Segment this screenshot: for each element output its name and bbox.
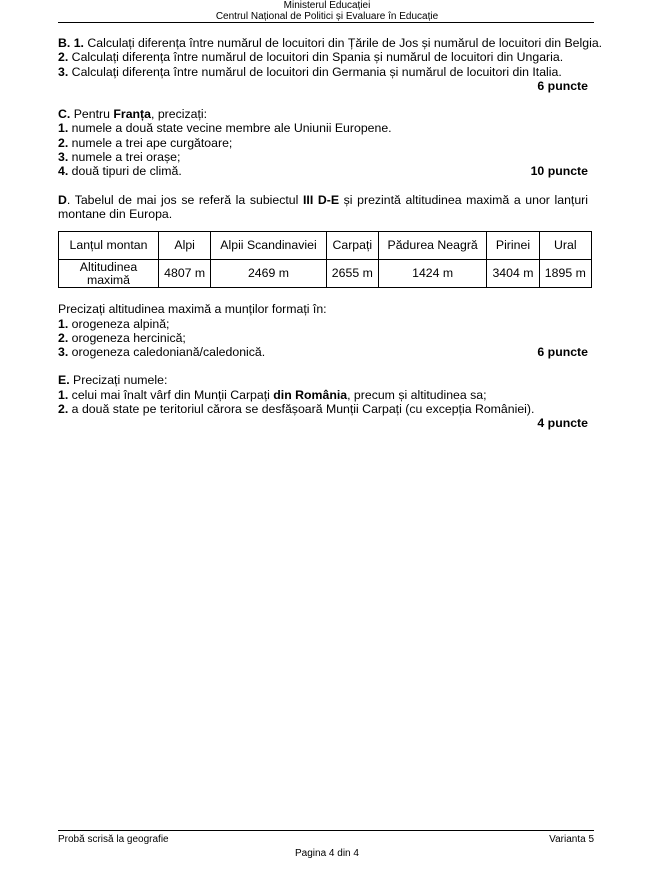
table-cell-value: 3404 m: [487, 260, 539, 288]
table-row-label: Altitudinea maximă: [59, 260, 159, 288]
section-d-item-3: 3. orogeneza caledoniană/caledonică. 6 puncte: [58, 345, 588, 360]
section-b-item-2: 2. Calculați diferența între numărul de locuitori din Spania și numărul de locuitori din Ungaria.: [58, 50, 564, 65]
section-d-item-2: 2. orogeneza hercinică;: [58, 330, 186, 345]
section-d-question: Precizați altitudinea maximă a munților formați în:: [58, 302, 327, 317]
table-cell-name: Pirinei: [487, 232, 539, 260]
table-row-values: [59, 260, 592, 288]
header-center: Centrul Național de Politici și Evaluare în Educație: [215, 11, 439, 22]
section-b-points: 6 puncte: [537, 78, 588, 93]
table-row-label: Lanțul montan: [59, 232, 159, 260]
section-e-item-1: 1. celui mai înalt vârf din Munții Carpați din România, precum și altitudinea sa;: [58, 387, 487, 402]
table-cell-name: Pădurea Neagră: [378, 232, 486, 260]
section-e-intro: E. Precizați numele:: [58, 373, 168, 388]
section-c-item-1: 1. numele a două state vecine membre ale Uniunii Europene.: [58, 121, 392, 136]
section-e-item-2: 2. a două state pe teritoriul cărora se desfășoară Munții Carpați (cu excepția României).: [58, 402, 535, 417]
section-b-item-1: B. 1. Calculați diferența între numărul de locuitori din Țările de Jos și numărul de locuitori din Belgia.: [58, 36, 603, 50]
header-rule: [58, 22, 594, 23]
table-row-names: [59, 232, 592, 260]
section-d: [58, 193, 588, 360]
table-cell-name: Ural: [539, 232, 591, 260]
footer-variant: Varianta 5: [549, 834, 594, 845]
section-c-points: 10 puncte: [530, 164, 588, 179]
section-c: [58, 107, 588, 178]
section-d-intro: D. Tabelul de mai jos se referă la subiectul III D-E și prezintă altitudinea maximă a unor lanțuri montane din Europa.: [58, 192, 588, 221]
section-c-intro: C. Pentru Franța, precizați:: [58, 107, 208, 122]
table-cell-value: 1895 m: [539, 260, 591, 288]
table-cell-name: Alpi: [159, 232, 211, 260]
table-cell-value: 1424 m: [378, 260, 486, 288]
table-cell-value: 2469 m: [211, 260, 326, 288]
section-e-points: 4 puncte: [537, 416, 588, 431]
section-c-item-2: 2. numele a trei ape curgătoare;: [58, 135, 233, 150]
section-c-item-4: 4. două tipuri de climă. 10 puncte: [58, 164, 588, 179]
footer-subject: Probă scrisă la geografie: [58, 834, 169, 845]
page-content: [58, 36, 603, 431]
table-cell-name: Carpați: [326, 232, 378, 260]
page-header: [0, 0, 654, 22]
footer-page-number: Pagina 4 din 4: [295, 848, 359, 859]
section-d-item-1: 1. orogeneza alpină;: [58, 316, 170, 331]
section-c-item-3: 3. numele a trei orașe;: [58, 150, 181, 165]
table-cell-name: Alpii Scandinaviei: [211, 232, 326, 260]
table-cell-value: 4807 m: [159, 260, 211, 288]
footer-rule: [58, 830, 594, 831]
altitude-table: [58, 231, 592, 288]
section-b: [58, 36, 603, 93]
table-cell-value: 2655 m: [326, 260, 378, 288]
section-e: [58, 373, 588, 430]
section-b-item-3: 3. Calculați diferența între numărul de locuitori din Germania și numărul de locuitori din Italia.: [58, 64, 562, 79]
header-ministry: Ministerul Educației: [283, 0, 371, 11]
section-d-points: 6 puncte: [537, 345, 588, 360]
